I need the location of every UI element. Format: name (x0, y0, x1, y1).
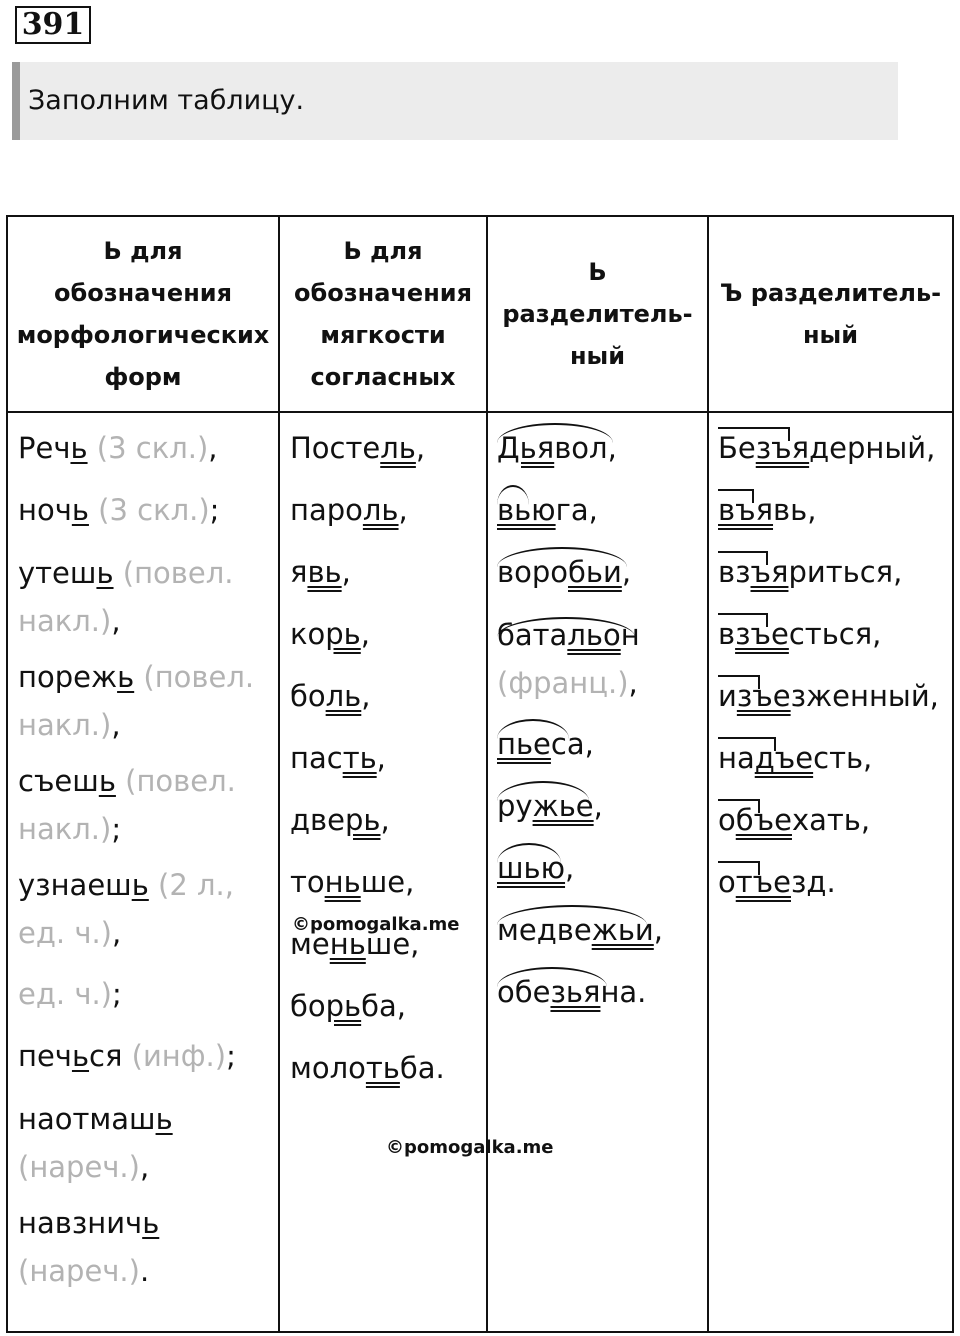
header-label: Ь разделитель-ный (502, 258, 693, 370)
list-item: Постель, (290, 431, 426, 465)
root-arc-mark (497, 423, 613, 443)
header-hard-sign-separating (709, 217, 952, 411)
root-arc-mark (497, 485, 529, 505)
list-item: пьеса, (497, 713, 705, 775)
list-item: молотьба. (290, 1051, 445, 1085)
header-label: Ъ разделитель-ный (719, 279, 942, 349)
list-item: обезьяна. (497, 961, 705, 1023)
list-item-continued: накл.); (18, 812, 122, 846)
intro-text: Заполним таблицу. (12, 62, 898, 140)
list-item: съешь (повел. (18, 764, 236, 798)
list-item-continued: (нареч.). (18, 1254, 150, 1288)
list-item: навзничь (18, 1206, 160, 1240)
list-item: порежь (повел. (18, 660, 255, 694)
list-item: узнаешь (2 л., (18, 868, 234, 902)
list-item: пароль, (290, 493, 408, 527)
list-item: наотмашь (18, 1102, 173, 1136)
list-item-continued: ед. ч.), (18, 916, 122, 950)
list-item: воробьи, (497, 541, 705, 603)
list-item: батальон (497, 618, 640, 652)
prefix-mark (718, 613, 768, 627)
list-item: ружье, (497, 775, 705, 837)
prefix-mark (718, 861, 760, 875)
list-item: боль, (290, 679, 371, 713)
root-arc-mark (497, 967, 607, 987)
list-item: меньше, (290, 927, 420, 961)
header-morph-forms (8, 217, 278, 411)
prefix-mark (718, 799, 760, 813)
list-item: отъезд. (718, 851, 952, 913)
list-item: изъезженный, (718, 665, 952, 727)
task-number: 391 (15, 6, 91, 44)
list-item: корь, (290, 617, 370, 651)
list-item-continued: накл.), (18, 604, 121, 638)
list-item: Речь (3 скл.), (18, 431, 218, 465)
list-item: надъесть, (718, 727, 952, 789)
column-soft-sign-separating (497, 413, 705, 1331)
list-item: медвежьи, (497, 899, 705, 961)
header-label: Ь для обозначения морфологических форм (16, 237, 270, 391)
root-arc-mark (497, 781, 589, 801)
list-item: вьюга, (497, 479, 705, 541)
list-item: явь, (290, 555, 351, 589)
list-item: дверь, (290, 803, 390, 837)
list-item-continued: накл.), (18, 708, 121, 742)
column-hard-sign-separating (718, 413, 952, 1331)
list-item: объехать, (718, 789, 952, 851)
list-item: въявь, (718, 479, 952, 541)
prefix-mark (718, 737, 776, 751)
list-item: взъесться, (718, 603, 952, 665)
prefix-mark (718, 675, 760, 689)
list-item: тоньше, (290, 865, 415, 899)
list-item: ночь (3 скл.); (18, 493, 220, 527)
header-soft-sign-separating (488, 217, 707, 411)
list-item-continued: (франц.), (497, 666, 638, 700)
column-morph-forms (18, 413, 276, 1331)
list-item: борьба, (290, 989, 407, 1023)
list-item: утешь (повел. (18, 556, 234, 590)
prefix-mark (718, 489, 754, 503)
header-softness (280, 217, 486, 411)
list-item: взъяриться, (718, 541, 952, 603)
prefix-mark (718, 427, 790, 441)
watermark: ©pomogalka.me (386, 1137, 554, 1158)
root-arc-mark (497, 843, 561, 863)
list-item: шью, (497, 837, 705, 899)
column-softness (290, 413, 484, 1331)
answer-table (6, 215, 954, 1333)
watermark: ©pomogalka.me (292, 914, 460, 935)
list-item: печься (инф.); (18, 1039, 236, 1073)
prefix-mark (718, 551, 768, 565)
list-item: пасть, (290, 741, 386, 775)
list-item: ед. ч.); (18, 977, 122, 1011)
root-arc-mark (497, 719, 569, 739)
root-arc-mark (497, 547, 627, 567)
list-item-continued: (нареч.), (18, 1150, 150, 1184)
list-item: Дьявол, (497, 417, 705, 479)
list-item: Безъядерный, (718, 417, 952, 479)
header-label: Ь для обозначения мягкости согласных (293, 237, 473, 391)
root-arc-mark (497, 905, 647, 925)
